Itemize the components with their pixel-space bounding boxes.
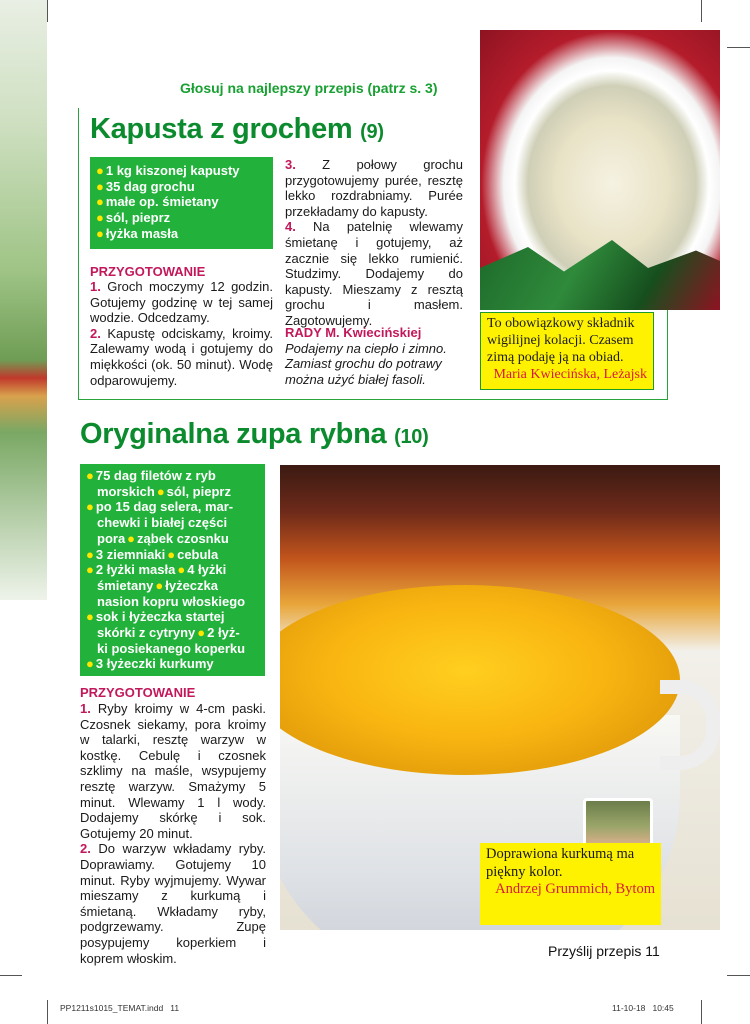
bullet-icon: ● (96, 210, 104, 226)
recipe2-ingredients (80, 464, 265, 676)
tips-label: RADY M. Kwiecińskiej (285, 325, 422, 340)
caption-author: Maria Kwiecińska, Leżajsk (493, 367, 647, 382)
recipe1-steps-col1 (90, 279, 273, 388)
recipe2-title-text: Oryginalna zupa rybna (80, 418, 387, 450)
ingredient-text: sok i łyżeczka startej (95, 609, 225, 625)
recipe1-ingredients (90, 157, 273, 249)
ingredient-text: po 15 dag selera, mar- (95, 499, 234, 515)
ingredient-text: skórki z cytryny (97, 625, 196, 641)
ingredient-text: chewki i białej części (97, 515, 228, 531)
recipe2-caption (480, 843, 661, 925)
crop-mark (701, 1000, 702, 1024)
ingredient-item: ● małe op. śmietany (96, 194, 219, 210)
bullet-icon: ● (86, 562, 94, 578)
ingredient-line (86, 531, 261, 547)
bullet-icon: ● (86, 468, 94, 483)
recipe1-tips (285, 325, 463, 387)
crop-mark (47, 0, 48, 22)
ingredient-line (86, 641, 261, 657)
recipe2-prep-heading: PRZYGOTOWANIE (80, 685, 196, 700)
ingredient-text: 75 dag filetów z ryb (95, 468, 216, 483)
bullet-icon: ● (177, 562, 186, 578)
crop-mark (727, 47, 750, 48)
bullet-icon: ● (96, 194, 104, 210)
ingredient-line (86, 656, 261, 672)
ingredient-item: ● 35 dag grochu (96, 178, 195, 194)
recipe1-steps-col2 (285, 157, 463, 329)
bullet-icon: ● (86, 656, 94, 672)
bullet-icon: ● (197, 625, 206, 641)
left-edge-photo (0, 0, 47, 600)
bullet-icon: ● (127, 530, 136, 546)
caption-author: Andrzej Grummich, Bytom (495, 881, 655, 897)
bullet-icon: ● (86, 546, 94, 562)
ingredient-text: nasion kopru włoskiego (97, 593, 246, 609)
ingredient-line (86, 468, 261, 484)
bullet-icon: ● (167, 546, 176, 562)
bullet-icon: ● (96, 163, 104, 178)
file-name: PP1211s1015_TEMAT.indd 11 (60, 1003, 180, 1013)
ingredient-line (86, 515, 261, 531)
recipe2-number: (10) (394, 426, 429, 448)
ingredient-line (86, 547, 261, 563)
ingredient-line (86, 578, 261, 594)
ingredient-text: 2 łyż- (207, 625, 240, 641)
bullet-icon: ● (86, 499, 94, 515)
recipe-step: 4. Na patelnię wlewamy śmietanę i gotujemy, aż zacznie się lekko rumienić. Studzimy. Dodajemy do kapusty. Mieszamy z resztą grochu i masłem. Zagotowujemy. (285, 219, 463, 328)
ingredient-item: ● łyżka masła (96, 225, 179, 241)
ingredient-line (86, 594, 261, 610)
crop-mark (47, 1000, 48, 1024)
recipe1-prep-heading: PRZYGOTOWANIE (90, 264, 206, 279)
caption-text: Doprawiona kurkumą ma piękny kolor. (486, 846, 635, 880)
recipe1-caption (480, 312, 654, 390)
send-recipe-label: Przyślij przepis (548, 943, 642, 959)
print-date: 11-10-18 10:45 (612, 1003, 674, 1013)
ingredient-item: ● sól, pieprz (96, 210, 171, 226)
recipe2-title (80, 418, 428, 451)
ingredient-line (86, 609, 261, 625)
ingredient-text: łyżeczka (165, 577, 218, 593)
recipe-step: 2. Kapustę odciskamy, kroimy. Zalewamy wodą i gotujemy do miękkości (ok. 50 minut). Wodę odparowujemy. (90, 325, 273, 388)
ingredient-text: ząbek czosnku (137, 530, 229, 546)
crop-mark (701, 0, 702, 22)
tips-text: Podajemy na ciepło i zimno. Zamiast grochu do potrawy można użyć białej fasoli. (285, 340, 447, 387)
page-number: 11 (645, 943, 660, 959)
crop-mark (0, 975, 22, 976)
ingredient-line (86, 484, 261, 500)
ingredient-item: ● 1 kg kiszonej kapusty (96, 163, 240, 178)
vote-banner: Głosuj na najlepszy przepis (patrz s. 3) (180, 80, 438, 96)
bullet-icon: ● (156, 483, 165, 499)
ingredient-text: sól, pieprz (166, 483, 231, 499)
ingredient-text: 4 łyżki (187, 562, 227, 578)
ingredient-text: pora (97, 530, 126, 546)
recipe-step: 1. Groch moczymy 12 godzin. Gotujemy godzinę w tej samej wodzie. Odcedzamy. (90, 279, 273, 326)
ingredient-text: 3 łyżeczki kurkumy (95, 656, 214, 672)
page-footer (548, 943, 660, 959)
ingredient-line (86, 625, 261, 641)
cabbage-dish-photo (480, 30, 720, 310)
ingredient-text: 3 ziemniaki (95, 546, 166, 562)
ingredient-text: 2 łyżki masła (95, 562, 176, 578)
recipe2-steps (80, 701, 266, 966)
ingredient-text: morskich (97, 483, 155, 499)
recipe1-title-text: Kapusta z grochem (90, 113, 353, 145)
bullet-icon: ● (96, 225, 104, 241)
ingredient-line (86, 562, 261, 578)
bowl-handle (660, 680, 720, 770)
bullet-icon: ● (86, 609, 94, 625)
bullet-icon: ● (96, 178, 104, 194)
crop-mark (727, 975, 750, 976)
ingredient-line (86, 499, 261, 515)
bullet-icon: ● (155, 577, 164, 593)
recipe-step: 2. Do warzyw wkładamy ryby. Doprawiamy. Gotujemy 10 minut. Ryby wyjmujemy. Wywar mieszamy z kurkumą i śmietaną. Wkładamy ryby, podgrzewamy. Zupę posypujemy koperkiem i koprem włoskim. (80, 841, 266, 966)
recipe-step: 1. Ryby kroimy w 4-cm paski. Czosnek siekamy, pora kroimy w talarki, resztę warzyw w kostkę. Cebulę i czosnek szklimy na maśle, wsypujemy resztę warzyw. Smażymy 5 minut. Wlewamy 1 l wody. Dodajemy skórkę i sok. Gotujemy 20 minut. (80, 701, 266, 841)
recipe1-number: (9) (360, 121, 384, 143)
recipe-step: 3. Z połowy grochu przygotowujemy purée, resztę lekko rozdrabniamy. Purée przekładamy do kapusty. (285, 157, 463, 219)
caption-text: To obowiązkowy składnik wigilijnej kolacji. Czasem zimą podaję ją na obiad. (487, 316, 635, 365)
ingredient-text: ki posiekanego koperku (97, 640, 246, 656)
holly-leaves (480, 240, 720, 310)
ingredient-text: cebula (177, 546, 219, 562)
ingredient-text: śmietany (97, 577, 154, 593)
